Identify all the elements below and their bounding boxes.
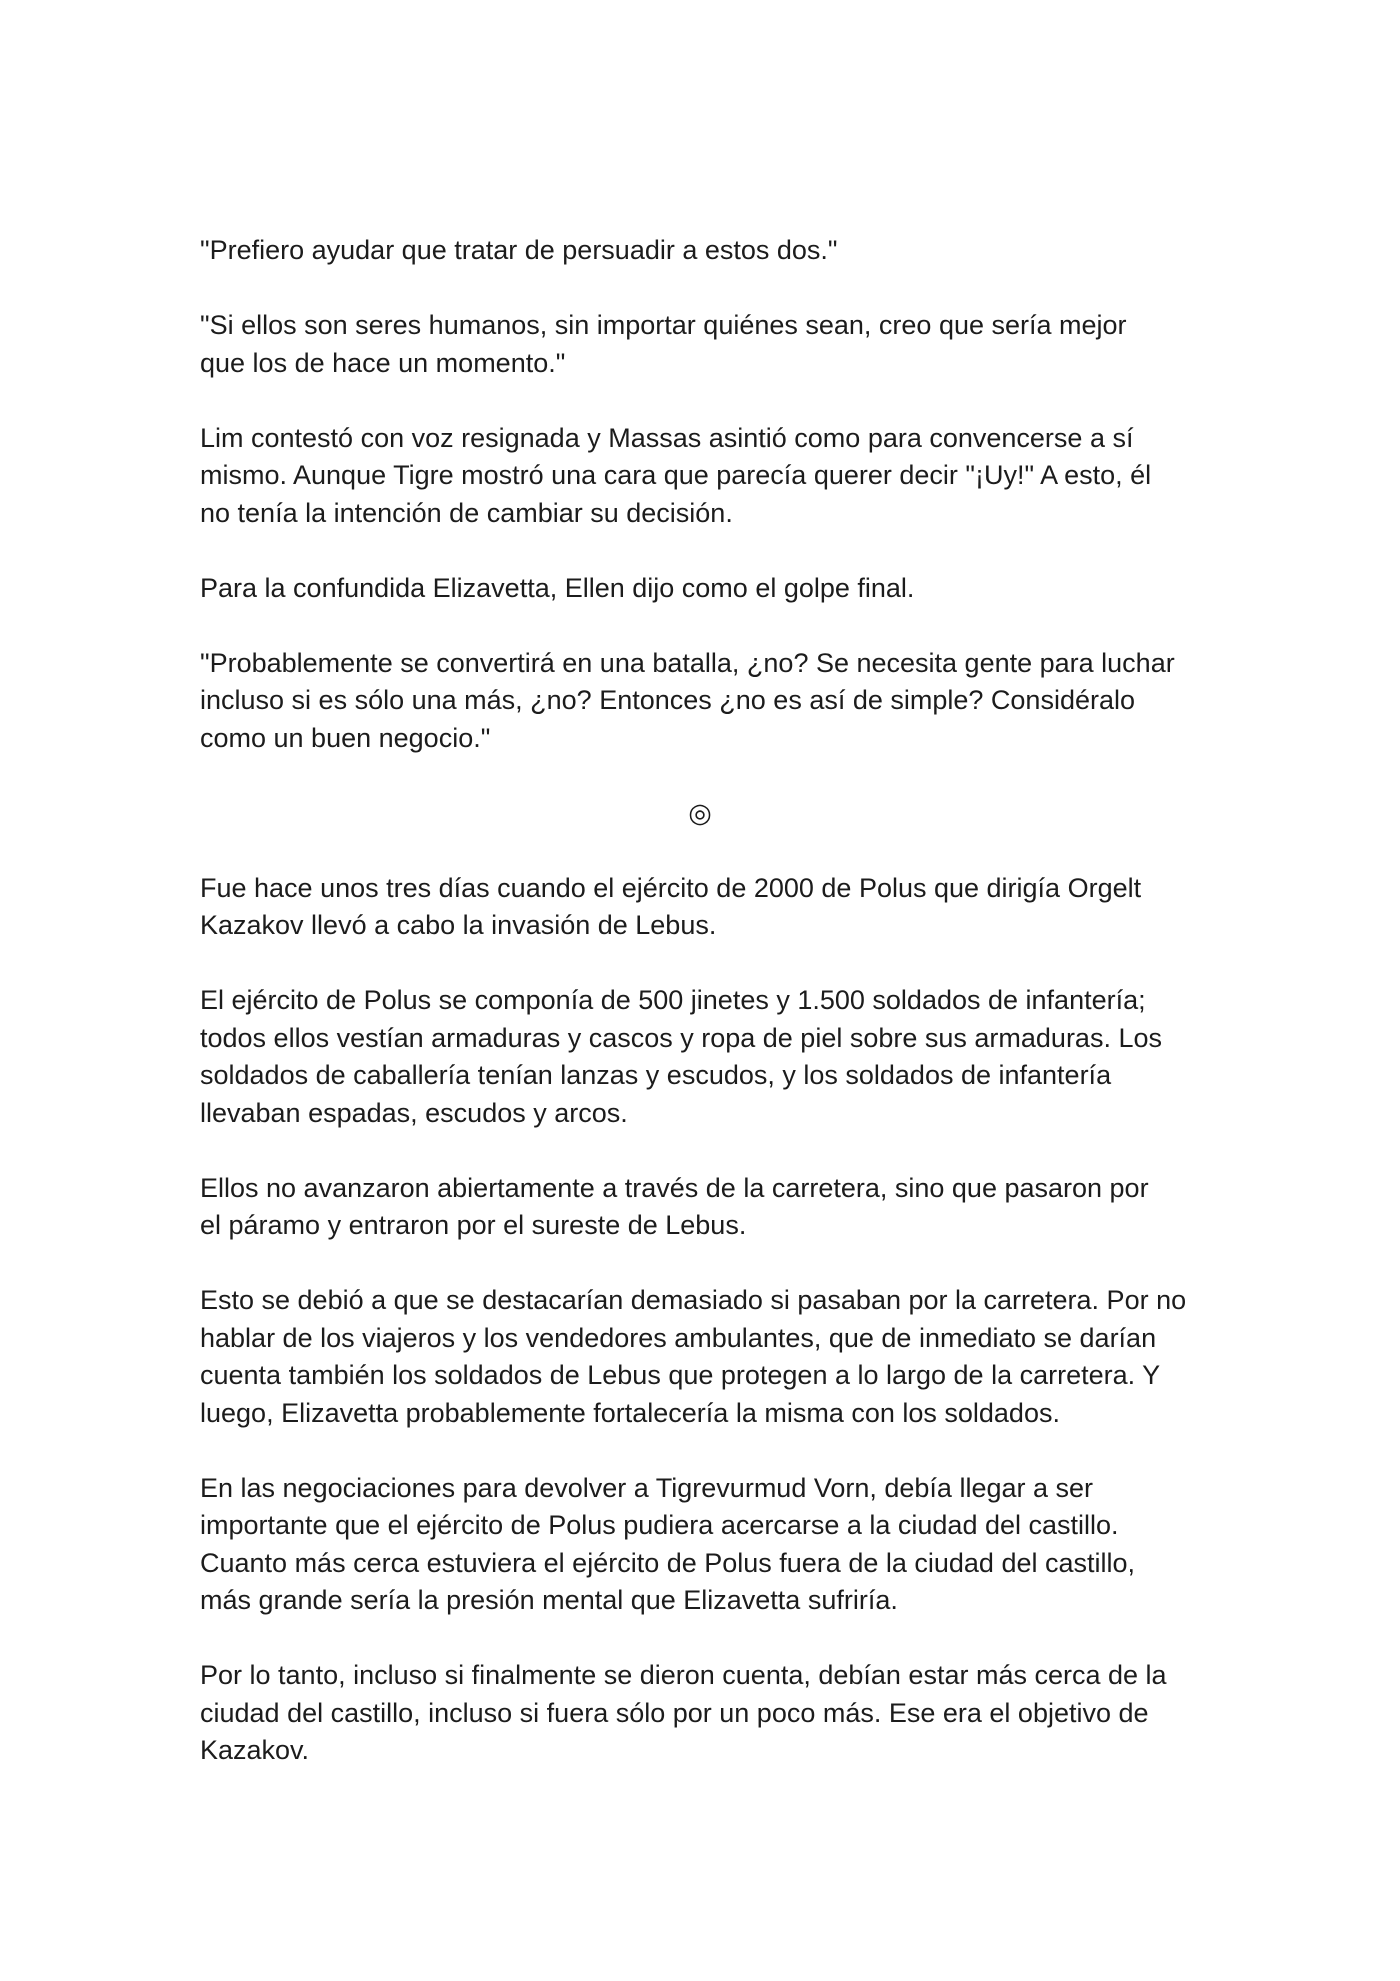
paragraph: El ejército de Polus se componía de 500 jinetes y 1.500 soldados de infantería; todos ellos vestían armaduras y cascos y ropa de piel sobre sus armaduras. Los soldados de caballería tenían lanzas y escudos, y los soldados de infantería llevaban espadas, escudos y arcos. (200, 985, 1162, 1128)
paragraph: Fue hace unos tres días cuando el ejército de 2000 de Polus que dirigía Orgelt Kazakov llevó a cabo la invasión de Lebus. (200, 872, 1142, 940)
paragraph: Ellos no avanzaron abiertamente a través de la carretera, sino que pasaron por el páramo y entraron por el sureste de Lebus. (200, 1172, 1149, 1240)
paragraph: Lim contestó con voz resignada y Massas asintió como para convencerse a sí mismo. Aunque Tigre mostró una cara que parecía querer decir "¡Uy!" A esto, él no tenía la intención de cambiar su decisión. (200, 422, 1152, 528)
document-body (200, 232, 1200, 1807)
paragraph: "Probablemente se convertirá en una batalla, ¿no? Se necesita gente para luchar incluso si es sólo una más, ¿no? Entonces ¿no es así de simple? Considéralo como un buen negocio." (200, 647, 1175, 753)
paragraph: En las negociaciones para devolver a Tigrevurmud Vorn, debía llegar a ser importante que el ejército de Polus pudiera acercarse a la ciudad del castillo. Cuanto más cerca estuviera el ejército de Polus fuera de la ciudad del castillo, más grande sería la presión mental que Elizavetta sufriría. (200, 1472, 1136, 1615)
paragraph: Esto se debió a que se destacarían demasiado si pasaban por la carretera. Por no hablar de los viajeros y los vendedores ambulantes, que de inmediato se darían cuenta también los soldados de Lebus que protegen a lo largo de la carretera. Y luego, Elizavetta probablemente fortalecería la misma con los soldados. (200, 1285, 1187, 1428)
paragraph: Para la confundida Elizavetta, Ellen dijo como el golpe final. (200, 572, 915, 603)
section-separator: ◎ (688, 797, 712, 829)
paragraph: "Prefiero ayudar que tratar de persuadir a estos dos." (200, 235, 838, 265)
paragraph: Por lo tanto, incluso si finalmente se dieron cuenta, debían estar más cerca de la ciudad del castillo, incluso si fuera sólo por un poco más. Ese era el objetivo de Kazakov. (200, 1660, 1167, 1765)
paragraph: "Si ellos son seres humanos, sin importar quiénes sean, creo que sería mejor que los de hace un momento." (200, 310, 1127, 378)
